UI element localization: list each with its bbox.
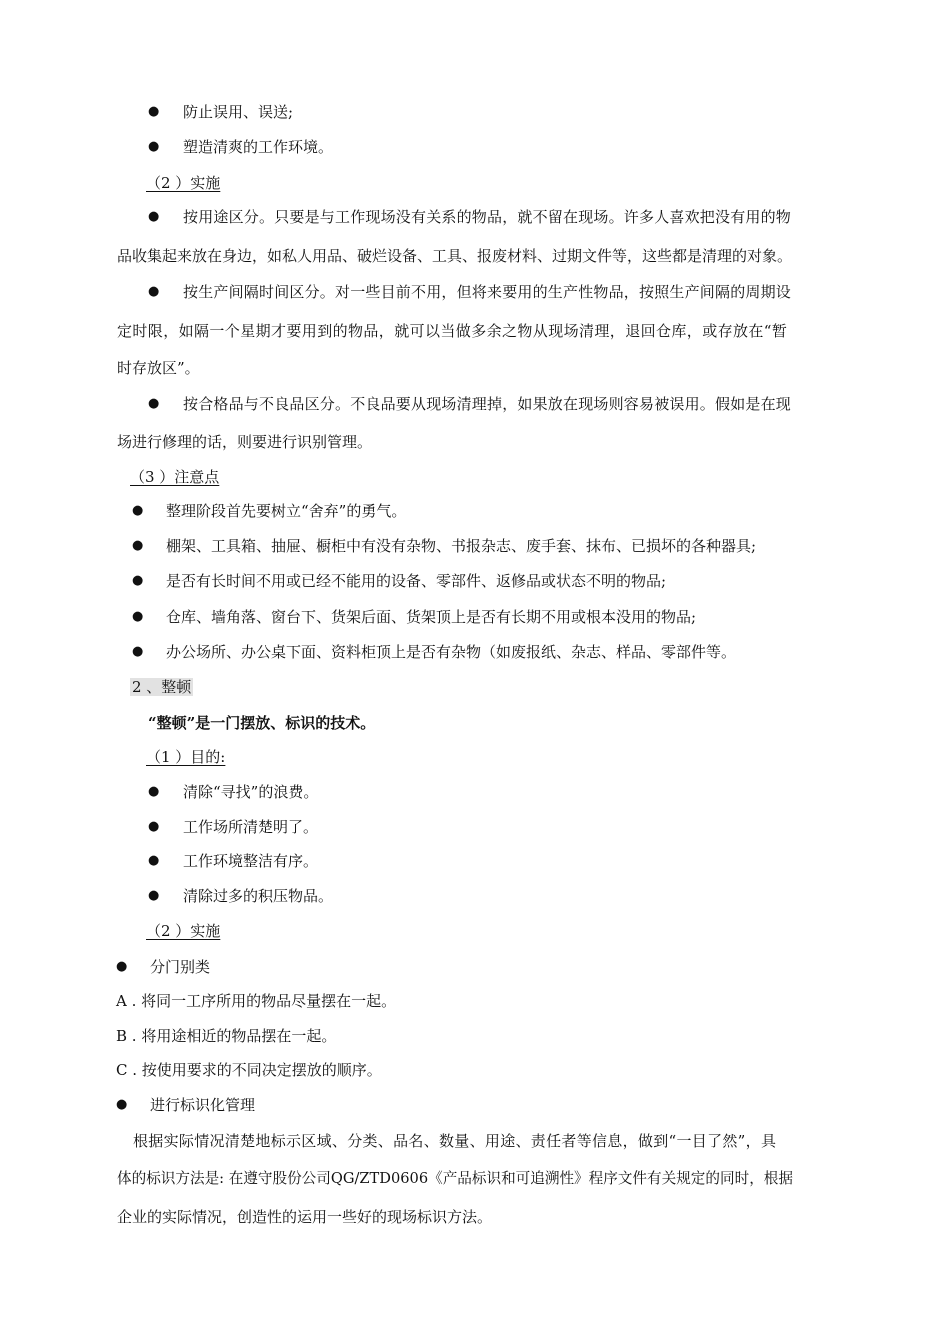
impl-item-1-line-1: 按用途区分。只要是与工作现场没有关系的物品，就不留在现场。许多人喜欢把没有用的物 (183, 208, 792, 226)
impl-item-2-line-1: 按生产间隔时间区分。对一些目前不用，但将来要用的生产性物品，按照生产间隔的周期设 (183, 283, 792, 301)
section-2-impl-heading: （2 ）实施 (146, 922, 221, 940)
notes-item-4: 仓库、墙角落、窗台下、货架后面、货架顶上是否有长期不用或根本没用的物品; (166, 608, 697, 626)
category-item-b: B . 将用途相近的物品摆在一起。 (116, 1027, 337, 1045)
section-2-definition: “整顿”是一门摆放、标识的技术。 (148, 714, 376, 732)
labeling-line-2: 体的标识方法是: 在遵守股份公司QG/ZTD0606《产品标识和可追溯性》程序文件有关规定的同时，根据 (117, 1170, 793, 1187)
purpose-item-1: 防止误用、误送; (183, 103, 294, 121)
section-2-purpose-item-4: 清除过多的积压物品。 (183, 887, 334, 905)
bullet-icon: ● (132, 538, 144, 553)
section-2-purpose-item-2: 工作场所清楚明了。 (183, 818, 319, 836)
section-2-heading (130, 677, 193, 697)
notes-item-5: 办公场所、办公桌下面、资料柜顶上是否有杂物（如废报纸、杂志、样品、零部件等。 (166, 643, 737, 661)
impl-item-3-line-1: 按合格品与不良品区分。不良品要从现场清理掉，如果放在现场则容易被误用。假如是在现 (183, 395, 792, 413)
impl-item-1-line-2: 品收集起来放在身边，如私人用品、破烂设备、工具、报废材料、过期文件等，这些都是清理的对象。 (117, 247, 793, 265)
bullet-icon: ● (148, 819, 160, 834)
section-2-purpose-item-1: 清除“寻找”的浪费。 (183, 783, 319, 801)
bullet-icon: ● (132, 644, 144, 659)
bullet-icon: ● (116, 959, 128, 974)
labeling-title: 进行标识化管理 (150, 1096, 256, 1114)
notes-item-1: 整理阶段首先要树立“舍弃”的勇气。 (166, 502, 407, 520)
bullet-icon: ● (148, 284, 160, 299)
bullet-icon: ● (132, 503, 144, 518)
bullet-icon: ● (148, 396, 160, 411)
impl-item-3-line-2: 场进行修理的话，则要进行识别管理。 (117, 433, 373, 451)
bullet-icon: ● (116, 1097, 128, 1112)
section-2-purpose-heading: （1 ）目的: (146, 748, 226, 766)
impl-item-2-line-3: 时存放区”。 (117, 359, 200, 377)
bullet-icon: ● (148, 104, 160, 119)
notes-heading: （3 ）注意点 (130, 468, 220, 486)
labeling-line-3: 企业的实际情况，创造性的运用一些好的现场标识方法。 (117, 1208, 493, 1226)
bullet-icon: ● (148, 784, 160, 799)
notes-item-2: 棚架、工具箱、抽屉、橱柜中有没有杂物、书报杂志、废手套、抹布、已损坏的各种器具; (166, 537, 757, 555)
category-item-a: A . 将同一工序所用的物品尽量摆在一起。 (116, 992, 397, 1010)
labeling-line-1: 根据实际情况清楚地标示区域、分类、品名、数量、用途、责任者等信息，做到“一目了然”，具 (133, 1132, 777, 1150)
category-title: 分门别类 (150, 958, 211, 976)
notes-item-3: 是否有长时间不用或已经不能用的设备、零部件、返修品或状态不明的物品; (166, 572, 667, 590)
impl-item-2-line-2: 定时限，如隔一个星期才要用到的物品，就可以当做多余之物从现场清理，退回仓库，或存放在“暂 (117, 322, 788, 340)
bullet-icon: ● (148, 888, 160, 903)
category-item-c: C . 按使用要求的不同决定摆放的顺序。 (116, 1061, 382, 1079)
impl-heading: （2 ）实施 (146, 174, 221, 192)
bullet-icon: ● (148, 209, 160, 224)
bullet-icon: ● (148, 139, 160, 154)
bullet-icon: ● (132, 573, 144, 588)
purpose-item-2: 塑造清爽的工作环境。 (183, 138, 334, 156)
bullet-icon: ● (148, 853, 160, 868)
bullet-icon: ● (132, 609, 144, 624)
section-2-heading-text: 2 、整顿 (132, 678, 192, 696)
section-2-purpose-item-3: 工作环境整洁有序。 (183, 852, 319, 870)
